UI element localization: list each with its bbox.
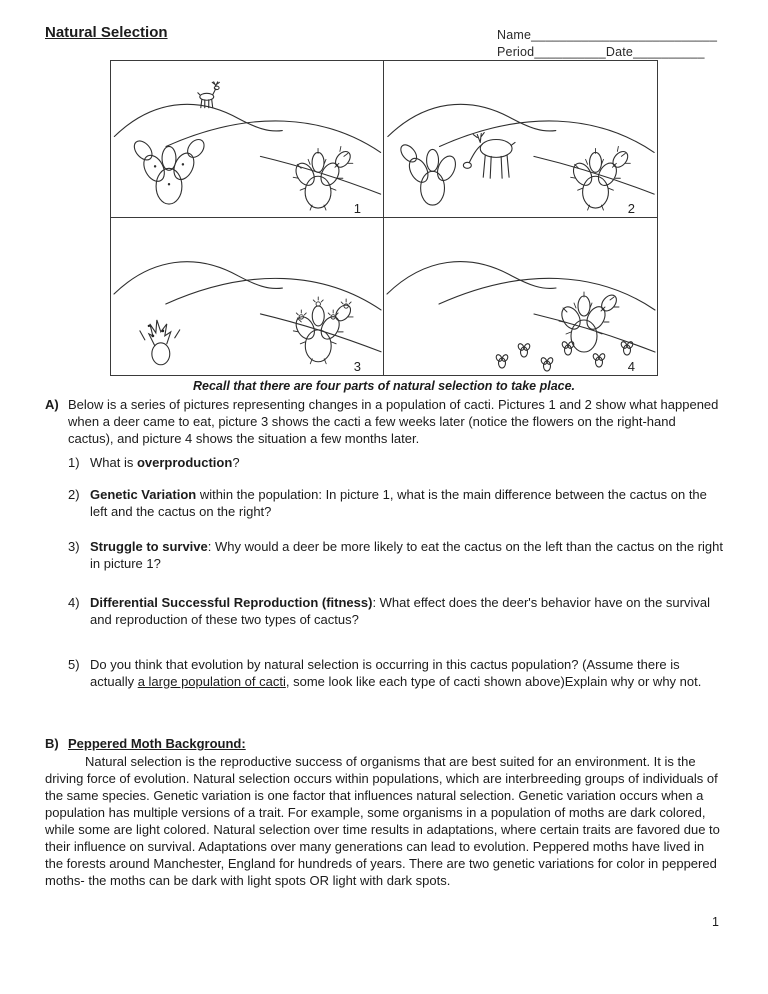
panel-number: 2 (627, 201, 635, 216)
figure-panel-1 (111, 61, 384, 218)
question-text-segment: ? (232, 455, 240, 470)
spiny-cactus-icon (292, 146, 353, 210)
panel-number: 3 (353, 359, 361, 374)
deer-icon (463, 133, 515, 179)
panel-number: 1 (353, 201, 361, 216)
figure-panel-3 (111, 218, 384, 375)
question-text-segment: What is (90, 455, 137, 470)
question-text-segment: : Why would a deer be more likely to eat the cactus on the left than the cactus on the right in picture 1? (90, 539, 723, 571)
question-1 (68, 454, 723, 471)
flowered-cactus-icon (292, 297, 353, 364)
section-b-heading-row (45, 735, 723, 752)
question-2-text (90, 486, 723, 520)
question-bold-term: Struggle to survive (90, 539, 208, 554)
deer-icon (198, 82, 220, 108)
section-b-label: B) (45, 736, 59, 751)
question-5 (68, 656, 723, 690)
question-4 (68, 594, 723, 628)
question-text-segment: within the population: In picture 1, what is the main difference between the cactus on the left and the cactus on the right? (90, 487, 707, 519)
question-2-number: 2) (68, 487, 80, 502)
question-bold-term: Differential Successful Reproduction (fitness) (90, 595, 373, 610)
period-date-line (497, 44, 717, 61)
period-label: Period (497, 45, 535, 59)
question-3-text (90, 538, 723, 572)
date-blank: __________ (633, 45, 705, 59)
page-title: Natural Selection (45, 24, 168, 41)
question-3-number: 3) (68, 539, 80, 554)
period-blank: __________ (534, 45, 606, 59)
smooth-cactus-icon (398, 142, 459, 205)
date-label: Date (605, 45, 634, 59)
name-blank: __________________________ (531, 28, 718, 42)
figure-panel-4 (384, 218, 657, 375)
name-label: Name (497, 28, 532, 42)
question-text-segment: Do you think that evolution by natural selection is occurring in this cactus population? (Assume there is actually (90, 657, 680, 689)
section-a-label: A) (45, 397, 59, 412)
hills-icon (388, 104, 654, 194)
question-4-text (90, 594, 723, 628)
panel-2-drawing (384, 61, 657, 217)
cactus-figure-grid (110, 60, 658, 376)
baby-cacti-icon (495, 341, 634, 371)
question-4-number: 4) (68, 595, 80, 610)
question-5-number: 5) (68, 657, 80, 672)
smooth-cactus-icon (131, 136, 208, 204)
spiny-cactus-icon (570, 146, 631, 210)
page-number: 1 (712, 915, 719, 929)
question-bold-term: Genetic Variation (90, 487, 197, 502)
question-5-text (90, 656, 723, 690)
question-bold-term: overproduction (136, 455, 233, 470)
figure-caption: Recall that there are four parts of natural selection to take place. (192, 379, 576, 393)
question-3 (68, 538, 723, 572)
worksheet-body (45, 396, 723, 889)
question-1-text (90, 454, 723, 471)
student-info-block (497, 27, 717, 61)
panel-number: 4 (627, 359, 635, 374)
panel-3-drawing (111, 218, 383, 375)
section-b-heading: Peppered Moth Background: (68, 736, 246, 751)
panel-4-drawing (384, 218, 657, 375)
section-b-paragraph: Natural selection is the reproductive success of organisms that are best suited for an environment. It is the driving force of evolution. Natural selection occurs within populations, which are interbreeding groups of individuals of the same species. Genetic variation is one factor that influences natural selection. Genetic variation occurs when a population has multiple versions of a trait. For example, some organisms in a population of moths are dark colored, while some are light colored. Natural selection over time results in adaptations, where certain traits are favored due to their influence on survival. Adaptations over many generations can lead to evolution. Peppered moths have lived in the forests around Manchester, England for hundreds of years. There are two genetic variations for color in peppered moths- the moths can be dark with light spots OR light with dark spots. (45, 754, 720, 888)
name-line (497, 27, 717, 44)
question-underlined-phrase: a large population of cacti (137, 674, 286, 689)
eaten-cactus-icon (140, 320, 180, 365)
question-1-number: 1) (68, 455, 80, 470)
question-text-segment: , some look like each type of cacti shown above)Explain why or why not. (285, 674, 702, 689)
section-a (45, 396, 723, 447)
question-text-segment: : What effect does the deer's behavior have on the survival and reproduction of these two types of cactus? (90, 595, 710, 627)
panel-1-drawing (111, 61, 383, 217)
question-2 (68, 486, 723, 520)
section-a-questions (68, 454, 723, 690)
section-a-intro: Below is a series of pictures representing changes in a population of cacti. Pictures 1 and 2 show what happened when a deer came to eat, picture 3 shows the cacti a few weeks later (notice the flowers on the right-hand cactus), and picture 4 shows the situation a few months later. (68, 397, 719, 446)
figure-panel-2 (384, 61, 657, 218)
